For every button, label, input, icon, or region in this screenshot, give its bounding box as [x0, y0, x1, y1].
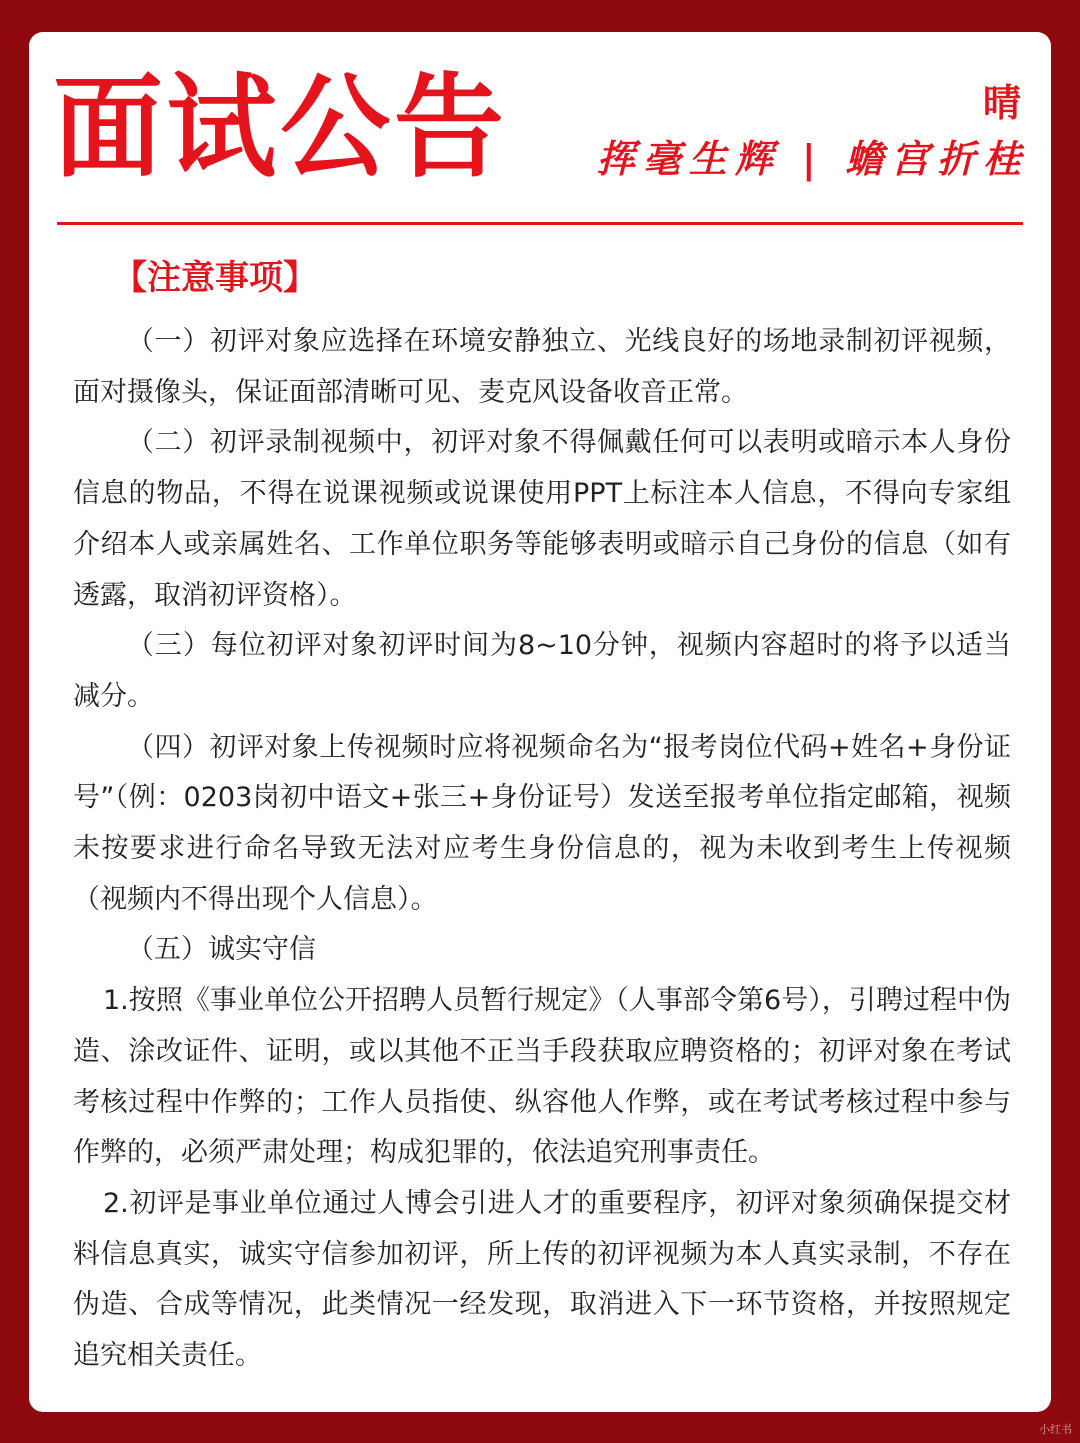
section-title: 【注意事项】: [113, 258, 317, 298]
paragraph-7: 2.初评是事业单位通过人博会引进人才的重要程序，初评对象须确保提交材料信息真实，诚实守信参加初评，所上传的初评视频为本人真实录制，不存在伪造、合成等情况，此类情况一经发现，取消进入下一环节资格，并按照规定追究相关责任。: [73, 1187, 1011, 1372]
notice-body: [73, 317, 1011, 1382]
watermark-logo: 小红书: [1039, 1423, 1072, 1436]
notice-card: [29, 32, 1051, 1412]
slogan: 挥毫生辉 | 蟾宫折桂: [596, 136, 1029, 181]
paragraph-4: （四）初评对象上传视频时应将视频命名为“报考岗位代码+姓名+身份证号”（例：0203岗初中语文+张三+身份证号）发送至报考单位指定邮箱，视频未按要求进行命名导致无法对应考生身份信息的，视为未收到考生上传视频（视频内不得出现个人信息）。: [73, 731, 1011, 915]
page-title: 面试公告: [53, 63, 508, 193]
paragraph-5: （五）诚实守信: [127, 934, 316, 966]
paragraph-3: （三）每位初评对象初评时间为8~10分钟，视频内容超时的将予以适当减分。: [73, 630, 1011, 712]
paragraph-2: （二）初评录制视频中，初评对象不得佩戴任何可以表明或暗示本人身份信息的物品，不得在说课视频或说课使用PPT上标注本人信息，不得向专家组介绍本人或亲属姓名、工作单位职务等能够表明或暗示自己身份的信息（如有透露，取消初评资格）。: [73, 427, 1011, 611]
paragraph-6: 1.按照《事业单位公开招聘人员暂行规定》（人事部令第6号），引聘过程中伪造、涂改证件、证明，或以其他不正当手段获取应聘资格的；初评对象在考试考核过程中作弊的；工作人员指使、纵容他人作弊，或在考试考核过程中参与作弊的，必须严肃处理；构成犯罪的，依法追究刑事责任。: [73, 985, 1011, 1169]
author-name: 晴: [982, 81, 1021, 125]
paragraph-1: （一）初评对象应选择在环境安静独立、光线良好的场地录制初评视频，面对摄像头，保证面部清晰可见、麦克风设备收音正常。: [73, 326, 1011, 408]
header-divider: [57, 222, 1023, 225]
